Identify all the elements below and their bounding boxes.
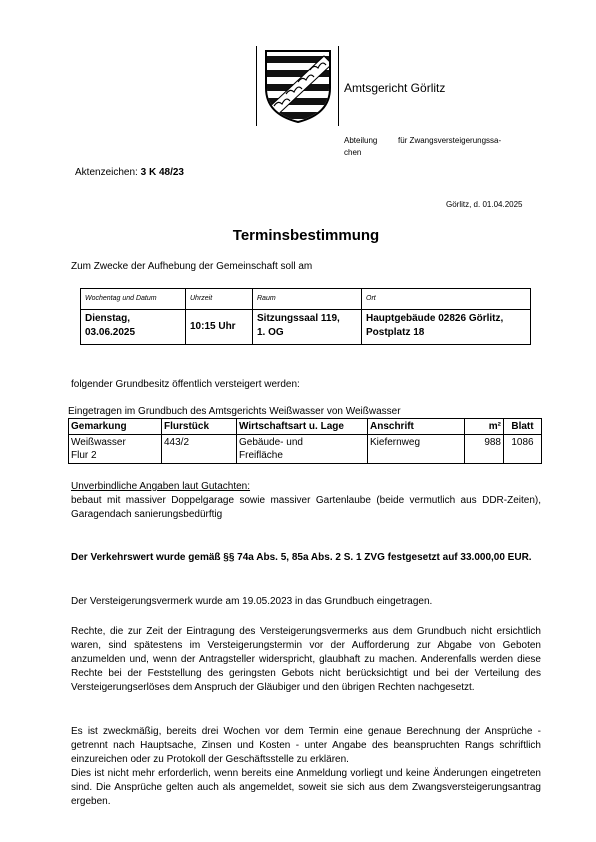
- appointment-room: [253, 310, 362, 345]
- appointment-header-date: Wochentag und Datum: [81, 289, 186, 310]
- case-number: 3 K 48/23: [140, 167, 184, 178]
- land-register-table: [68, 418, 542, 464]
- market-value: Der Verkehrswert wurde gemäß §§ 74a Abs. 5, 85a Abs. 2 S. 1 ZVG festgesetzt auf 33.000,00 EUR.: [71, 552, 532, 563]
- auction-note: Der Versteigerungsvermerk wurde am 19.05.2023 in das Grundbuch eingetragen.: [71, 596, 433, 607]
- lr-header-m2: m²: [465, 419, 504, 435]
- appointment-date-line2: 03.06.2025: [85, 327, 136, 338]
- department-label: Abteilung: [344, 136, 378, 145]
- appointment-date-line1: Dienstag,: [85, 313, 131, 324]
- lr-header-flurstueck: Flurstück: [162, 419, 237, 435]
- appointment-table: [80, 288, 531, 345]
- department-value-line2: chen: [344, 148, 362, 157]
- header-divider-right: [338, 46, 339, 126]
- lr-gemarkung-line2: Flur 2: [71, 450, 97, 461]
- lr-flurstueck: 443/2: [162, 435, 237, 464]
- lr-gemarkung: [69, 435, 162, 464]
- case-reference: [75, 166, 184, 179]
- land-register-caption: Eingetragen im Grundbuch des Amtsgerichts Weißwasser von Weißwasser: [68, 406, 401, 417]
- appointment-header-room: Raum: [253, 289, 362, 310]
- coat-of-arms-logo: [262, 48, 334, 124]
- lr-gemarkung-line1: Weißwasser: [71, 437, 126, 448]
- lr-wirtschaftsart-line2: Freifläche: [239, 450, 283, 461]
- appointment-header-place: Ort: [362, 289, 531, 310]
- rights-paragraph: Rechte, die zur Zeit der Eintragung des Versteigerungsvermerks aus dem Grundbuch nicht ersichtlich waren, sind spätestens im Versteigerungstermin vor der Aufforderung zur Abgabe von Geboten anzumelden und, wenn der Antragsteller widerspricht, glaubhaft zu machen. Anderenfalls werden diese Rechte bei der Feststellung des geringsten Gebots nicht berücksichtigt und bei der Verteilung des Versteigerungserlöses dem Anspruch der Gläubiger und den übrigen Rechten nachgesetzt.: [71, 626, 541, 693]
- appointment-place-line2: Postplatz 18: [366, 327, 425, 338]
- case-label: Aktenzeichen:: [75, 167, 138, 178]
- lr-wirtschaftsart-line1: Gebäude- und: [239, 437, 303, 448]
- appointment-room-line2: 1. OG: [257, 327, 284, 338]
- appointment-date: [81, 310, 186, 345]
- appointment-place: [362, 310, 531, 345]
- lr-wirtschaftsart: [237, 435, 368, 464]
- lr-header-blatt: Blatt: [504, 419, 542, 435]
- claims-paragraph-2: Dies ist nicht mehr erforderlich, wenn bereits eine Anmeldung vorliegt und keine Änderungen eingetreten sind. Die Ansprüche gelten auch als angemeldet, soweit sie sich aus dem Zwangsversteigerungsantrag ergeben.: [71, 768, 541, 807]
- document-title: Terminsbestimmung: [232, 227, 380, 244]
- department-value-line1: für Zwangsversteigerungssa-: [398, 136, 502, 145]
- expert-info-heading: Unverbindliche Angaben laut Gutachten:: [71, 481, 251, 492]
- appointment-time: [186, 310, 253, 345]
- court-name: Amtsgericht Görlitz: [344, 81, 446, 95]
- claims-paragraph-1: Es ist zweckmäßig, bereits drei Wochen vor dem Termin eine genaue Berechnung der Ansprüche - getrennt nach Hauptsache, Zinsen und Kosten - unter Angabe des beanspruchten Rangs schriftlich einzureichen oder zu Protokoll der Geschäftsstelle zu erklären.: [71, 726, 541, 765]
- place-date: Görlitz, d. 01.04.2025: [446, 200, 523, 209]
- lr-header-anschrift: Anschrift: [368, 419, 465, 435]
- appointment-time-value: 10:15 Uhr: [190, 321, 236, 332]
- expert-info-text: bebaut mit massiver Doppelgarage sowie massiver Gartenlaube (beide vermutlich aus DDR-Zeiten), Garagendach sanierungsbedürftig: [71, 495, 541, 520]
- appointment-place-line1: Hauptgebäude 02826 Görlitz,: [366, 313, 504, 324]
- lr-anschrift: Kiefernweg: [368, 435, 465, 464]
- appointment-header-time: Uhrzeit: [186, 289, 253, 310]
- lr-header-gemarkung: Gemarkung: [69, 419, 162, 435]
- lr-header-wirtschaftsart: Wirtschaftsart u. Lage: [237, 419, 368, 435]
- property-intro: folgender Grundbesitz öffentlich versteigert werden:: [71, 379, 300, 390]
- appointment-room-line1: Sitzungssaal 119,: [257, 313, 340, 324]
- intro-text: Zum Zwecke der Aufhebung der Gemeinschaft soll am: [71, 261, 313, 272]
- lr-m2: 988: [465, 435, 504, 464]
- header-divider-left: [256, 46, 257, 126]
- lr-blatt: 1086: [504, 435, 542, 464]
